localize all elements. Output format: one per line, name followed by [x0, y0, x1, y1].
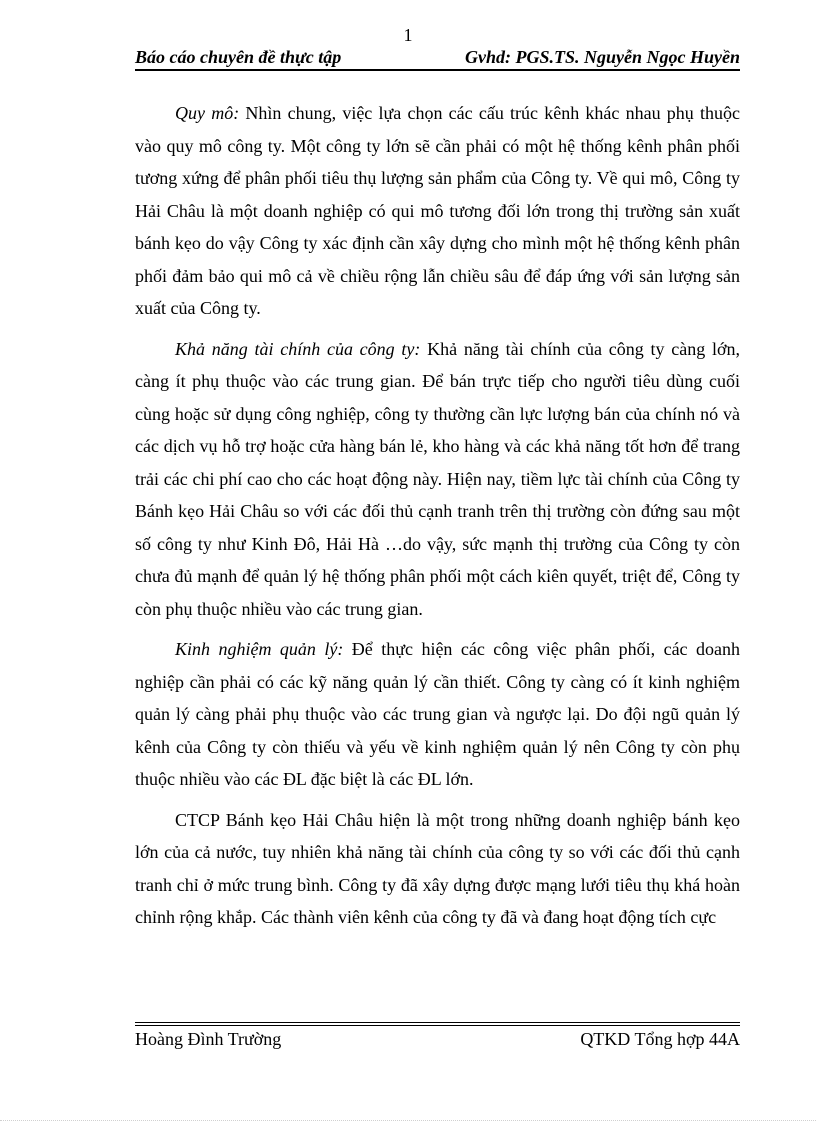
paragraph-lead: Quy mô: [175, 103, 240, 123]
header-report-title: Báo cáo chuyên đề thực tập [135, 47, 342, 67]
page-header [135, 44, 740, 70]
paragraph-management-experience [135, 633, 740, 796]
page-footer [135, 1026, 740, 1052]
footer-divider [135, 1022, 740, 1023]
paragraph-text: Nhìn chung, việc lựa chọn các cấu trúc kênh khác nhau phụ thuộc vào quy mô công ty. Một công ty lớn sẽ cần phải có một hệ thống kênh phân phối tương xứng để phân phối tiêu thụ lượng sản phẩm của Công ty. Về qui mô, Công ty Hải Châu là một doanh nghiệp có qui mô tương đối lớn trong thị trường sản xuất bánh kẹo do vậy Công ty xác định cần xây dựng cho mình một hệ thống kênh phân phối đảm bảo qui mô cả về chiều rộng lẫn chiều sâu để đáp ứng với sản lượng sản xuất của Công ty. [135, 103, 740, 318]
header-advisor: Gvhd: PGS.TS. Nguyễn Ngọc Huyền [465, 47, 740, 67]
page-number: 1 [403, 25, 413, 45]
paragraph-lead: Khả năng tài chính của công ty: [175, 338, 421, 359]
footer-author: Hoàng Đình Trường [135, 1029, 282, 1049]
header-divider [135, 69, 740, 71]
paragraph-text: Khả năng tài chính của công ty càng lớn, càng ít phụ thuộc vào các trung gian. Để bán trực tiếp cho người tiêu dùng cuối cùng hoặc sử dụng công nghiệp, công ty thường cần lực lượng bán của chính nó và các dịch vụ hỗ trợ hoặc cửa hàng bán lẻ, kho hàng và các khả năng tốt hơn để trang trải các chi phí cao cho các hoạt động này. Hiện nay, tiềm lực tài chính của Công ty Bánh kẹo Hải Châu so với các đối thủ cạnh tranh trên thị trường còn đứng sau một số công ty như Kinh Đô, Hải Hà …do vậy, sức mạnh thị trường của Công ty còn chưa đủ mạnh để quản lý hệ thống phân phối một cách kiên quyết, triệt để, Công ty còn phụ thuộc nhiều vào các trung gian. [135, 338, 740, 619]
paragraph-text: Để thực hiện các công việc phân phối, các doanh nghiệp cần phải có các kỹ năng quản lý cần thiết. Công ty càng có ít kinh nghiệm quản lý càng phải phụ thuộc vào các trung gian và ngược lại. Do đội ngũ quản lý kênh của Công ty còn thiếu và yếu về kinh nghiệm quản lý nên Công ty còn phụ thuộc nhiều vào các ĐL đặc biệt là các ĐL lớn. [135, 639, 740, 789]
paragraph-text: CTCP Bánh kẹo Hải Châu hiện là một trong những doanh nghiệp bánh kẹo lớn của cả nước, tuy nhiên khả năng tài chính của công ty so với các đối thủ cạnh tranh chỉ ở mức trung bình. Công ty đã xây dựng được mạng lưới tiêu thụ khá hoàn chỉnh rộng khắp. Các thành viên kênh của công ty đã và đang hoạt động tích cực [135, 809, 740, 927]
paragraph-financial-capacity [135, 333, 740, 626]
paragraph-lead: Kinh nghiệm quản lý: [175, 639, 344, 659]
document-body [135, 97, 740, 942]
paragraph-scale [135, 97, 740, 325]
paragraph-company-overview [135, 804, 740, 934]
page-edge [0, 1120, 816, 1121]
footer-class: QTKD Tổng hợp 44A [580, 1029, 740, 1049]
